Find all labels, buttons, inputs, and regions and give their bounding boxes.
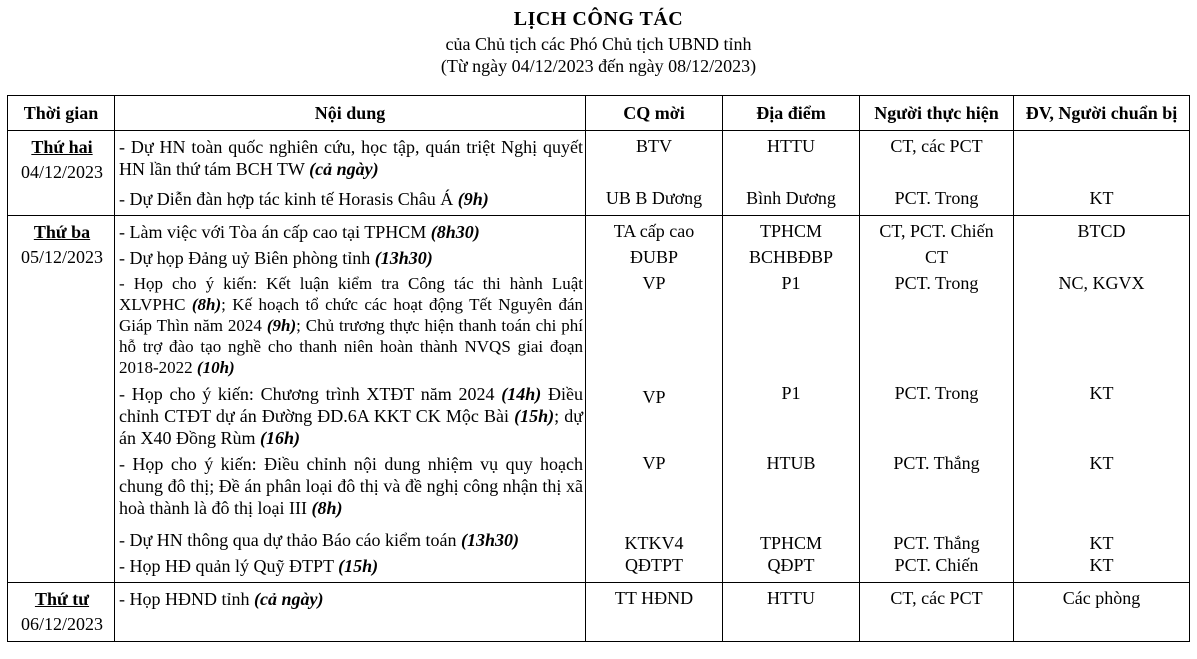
location-cell: HTTU Bình Dương xyxy=(723,131,860,216)
location-cell: TPHCM BCHBĐBP P1 P1 HTUB TPHCM QĐPT xyxy=(723,216,860,583)
executor-cell: CT, PCT. Chiến CT PCT. Trong PCT. Trong PCT. Thắng PCT. Thắng PCT. Chiến xyxy=(860,216,1014,583)
preparer-cell: BTCD NC, KGVX KT KT KT KT xyxy=(1014,216,1190,583)
agenda-item: - Dự họp Đảng uỷ Biên phòng tỉnh (13h30) xyxy=(119,248,433,268)
day-date: 04/12/2023 xyxy=(20,162,103,182)
column-header-executor: Người thực hiện xyxy=(860,96,1014,131)
day-cell xyxy=(8,583,115,642)
location-cell: HTTU xyxy=(723,583,860,642)
column-header-inviting-agency: CQ mời xyxy=(586,96,723,131)
column-header-time: Thời gian xyxy=(8,96,115,131)
document-subtitle: của Chủ tịch các Phó Chủ tịch UBND tỉnh xyxy=(445,34,752,54)
table-row xyxy=(8,131,1190,216)
executor-cell: CT, các PCT xyxy=(860,583,1014,642)
agenda-item: - Họp HĐ quản lý Quỹ ĐTPT (15h) xyxy=(119,556,379,576)
column-header-preparer: ĐV, Người chuẩn bị xyxy=(1014,96,1190,131)
table-header-row xyxy=(8,96,1190,131)
day-name: Thứ ba xyxy=(33,222,91,242)
agenda-item: - Họp cho ý kiến: Kết luận kiểm tra Công tác thi hành Luật XLVPHC (8h); Kế hoạch tổ chức các hoạt động Tết Nguyên đán Giáp Thìn năm 2024 (9h); Chủ trương thực hiện thanh toán chi phí hỗ trợ đào tạo nghề cho thanh niên hoàn thành NVQS giai đoạn 2018-2022 (10h) xyxy=(119,274,583,377)
agenda-item: - Làm việc với Tòa án cấp cao tại TPHCM (8h30) xyxy=(119,222,480,242)
date-range: (Từ ngày 04/12/2023 đến ngày 08/12/2023) xyxy=(440,56,757,76)
day-name: Thứ tư xyxy=(34,589,90,609)
inviting-agency-cell: BTV UB B Dương xyxy=(586,131,723,216)
day-cell xyxy=(8,131,115,216)
preparer-cell: KT xyxy=(1014,131,1190,216)
agenda-item: - Họp HĐND tỉnh (cả ngày) xyxy=(119,589,324,609)
schedule-table xyxy=(7,95,1190,642)
column-header-content: Nội dung xyxy=(115,96,586,131)
day-date: 06/12/2023 xyxy=(20,614,103,634)
content-cell xyxy=(115,216,586,583)
day-name: Thứ hai xyxy=(31,137,93,157)
day-date: 05/12/2023 xyxy=(20,247,103,267)
column-header-location: Địa điểm xyxy=(723,96,860,131)
content-cell xyxy=(115,583,586,642)
table-row xyxy=(8,216,1190,583)
preparer-cell: Các phòng xyxy=(1014,583,1190,642)
table-row xyxy=(8,583,1190,642)
content-cell xyxy=(115,131,586,216)
agenda-item: - Dự Diễn đàn hợp tác kinh tế Horasis Châu Á (9h) xyxy=(119,189,489,209)
agenda-item: - Họp cho ý kiến: Chương trình XTĐT năm 2024 (14h) Điều chỉnh CTĐT dự án Đường ĐD.6A KKT CK Mộc Bài (15h); dự án X40 Đồng Rùm (16h) xyxy=(119,384,583,448)
agenda-item: - Dự HN thông qua dự thảo Báo cáo kiểm toán (13h30) xyxy=(119,530,519,550)
agenda-item: - Họp cho ý kiến: Điều chỉnh nội dung nhiệm vụ quy hoạch chung đô thị; Đề án phân loại đô thị và đề nghị công nhận thị xã hoà thành là đô thị loại III (8h) xyxy=(119,454,583,518)
executor-cell: CT, các PCT PCT. Trong xyxy=(860,131,1014,216)
document-title: LỊCH CÔNG TÁC xyxy=(513,8,684,30)
inviting-agency-cell: TT HĐND xyxy=(586,583,723,642)
day-cell xyxy=(8,216,115,583)
inviting-agency-cell: TA cấp cao ĐUBP VP VP VP KTKV4 QĐTPT xyxy=(586,216,723,583)
agenda-item: - Dự HN toàn quốc nghiên cứu, học tập, quán triệt Nghị quyết HN lần thứ tám BCH TW (cả ngày) xyxy=(119,137,583,179)
